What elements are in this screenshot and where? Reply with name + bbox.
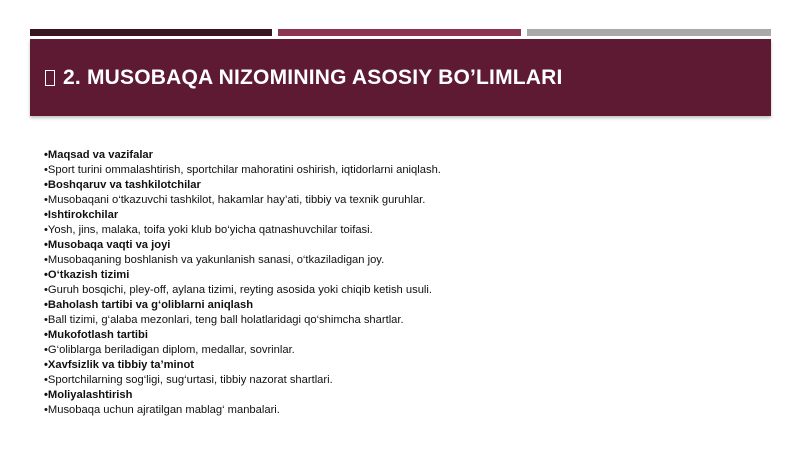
section-heading (44, 208, 764, 223)
bullet: • (44, 344, 48, 356)
section-heading-text: Moliyalashtirish (47, 389, 133, 401)
section-heading-text: Mukofotlash tartibi (47, 329, 148, 341)
bullet: • (44, 299, 48, 311)
section-text (44, 313, 764, 328)
missing-glyph-icon (45, 70, 55, 86)
bullet: • (44, 374, 48, 386)
section-text (44, 373, 764, 388)
section-heading (44, 148, 764, 163)
bullet: • (44, 404, 48, 416)
section-text-body: G‘oliblarga beriladigan diplom, medallar, sovrinlar. (47, 344, 295, 356)
section-heading (44, 328, 764, 343)
section-text-body: Musobaqa uchun ajratilgan mablag‘ manbalari. (47, 404, 280, 416)
content-list (44, 148, 764, 418)
slide-title-text: 2. MUSOBAQA NIZOMINING ASOSIY BO’LIMLARI (63, 65, 563, 89)
bullet: • (44, 194, 48, 206)
bullet: • (44, 314, 48, 326)
section-heading (44, 268, 764, 283)
bullet: • (44, 329, 48, 341)
section-heading-text: Ishtirokchilar (47, 209, 119, 221)
bullet: • (44, 209, 48, 221)
section-text (44, 403, 764, 418)
section-heading-text: O‘tkazish tizimi (47, 269, 130, 281)
section-text-body: Guruh bosqichi, pley-off, aylana tizimi, reyting asosida yoki chiqib ketish usuli. (47, 284, 433, 296)
section-text-body: Yosh, jins, malaka, toifa yoki klub bo‘yicha qatnashuvchilar toifasi. (47, 224, 373, 236)
title-banner (30, 39, 771, 116)
bullet: • (44, 269, 48, 281)
bullet: • (44, 254, 48, 266)
section-heading-text: Xavfsizlik va tibbiy ta’minot (47, 359, 195, 371)
section-heading (44, 388, 764, 403)
bullet: • (44, 149, 48, 161)
section-heading-text: Maqsad va vazifalar (47, 149, 154, 161)
accent-stripe-dark (30, 29, 272, 36)
section-text (44, 163, 764, 178)
section-heading (44, 238, 764, 253)
section-text (44, 343, 764, 358)
bullet: • (44, 239, 48, 251)
bullet: • (44, 164, 48, 176)
section-heading (44, 358, 764, 373)
section-text (44, 193, 764, 208)
bullet: • (44, 389, 48, 401)
section-text (44, 223, 764, 238)
accent-stripe-mid (278, 29, 521, 36)
bullet: • (44, 284, 48, 296)
section-heading (44, 178, 764, 193)
bullet: • (44, 359, 48, 371)
section-heading-text: Boshqaruv va tashkilotchilar (47, 179, 201, 191)
bullet: • (44, 224, 48, 236)
section-text-body: Musobaqani o‘tkazuvchi tashkilot, hakamlar hay’ati, tibbiy va texnik guruhlar. (47, 194, 426, 206)
bullet: • (44, 179, 48, 191)
slide-title (45, 66, 563, 90)
section-text-body: Ball tizimi, g‘alaba mezonlari, teng ball holatlaridagi qo‘shimcha shartlar. (47, 314, 404, 326)
section-text (44, 253, 764, 268)
section-text-body: Sportchilarning sog‘ligi, sug‘urtasi, tibbiy nazorat shartlari. (47, 374, 333, 386)
accent-stripe-gray (527, 29, 771, 36)
section-heading-text: Musobaqa vaqti va joyi (47, 239, 171, 251)
section-text-body: Sport turini ommalashtirish, sportchilar mahoratini oshirish, iqtidorlarni aniqlash. (47, 164, 441, 176)
section-heading (44, 298, 764, 313)
section-text (44, 283, 764, 298)
section-text-body: Musobaqaning boshlanish va yakunlanish sanasi, o‘tkaziladigan joy. (47, 254, 385, 266)
section-heading-text: Baholash tartibi va g‘oliblarni aniqlash (47, 299, 254, 311)
